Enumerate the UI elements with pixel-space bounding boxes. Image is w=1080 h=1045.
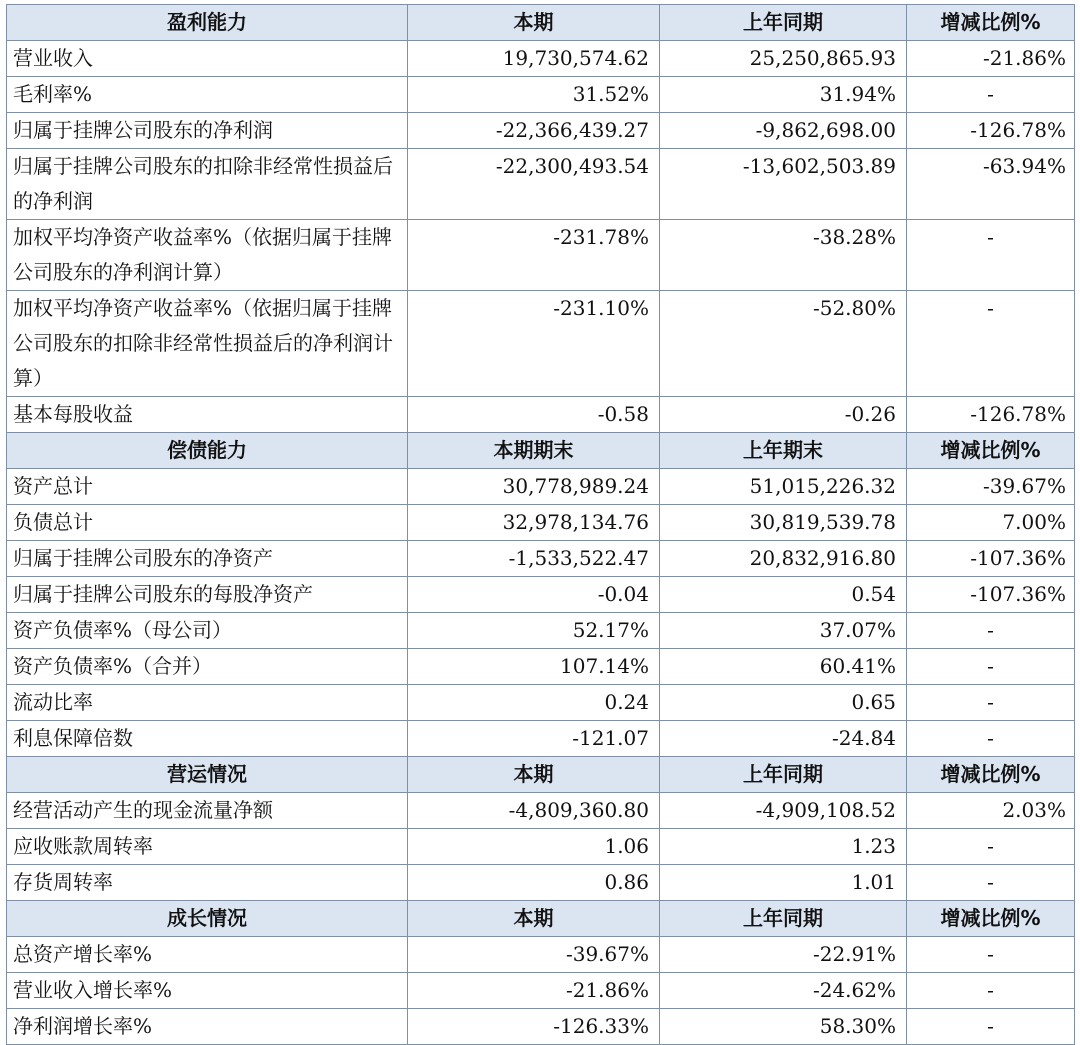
prior-period-value: -24.84: [660, 721, 907, 757]
prior-period-value: -9,862,698.00: [660, 113, 907, 149]
row-label: 负债总计: [7, 505, 408, 541]
table-body: [7, 5, 1075, 1045]
current-period-value: 52.17%: [408, 613, 660, 649]
prior-period-header: 上年期末: [660, 433, 907, 469]
row-label: 归属于挂牌公司股东的净利润: [7, 113, 408, 149]
table-row: [7, 291, 1075, 397]
row-label: 归属于挂牌公司股东的扣除非经常性损益后的净利润: [7, 149, 408, 220]
current-period-value: 19,730,574.62: [408, 41, 660, 77]
prior-period-value: 0.65: [660, 685, 907, 721]
current-period-value: -39.67%: [408, 937, 660, 973]
table-row: [7, 937, 1075, 973]
change-ratio-value: -: [907, 77, 1075, 113]
change-ratio-value: -107.36%: [907, 541, 1075, 577]
row-label: 归属于挂牌公司股东的净资产: [7, 541, 408, 577]
row-label: 应收账款周转率: [7, 829, 408, 865]
current-period-header: 本期: [408, 5, 660, 41]
change-ratio-value: 2.03%: [907, 793, 1075, 829]
change-ratio-header: 增减比例%: [907, 5, 1075, 41]
table-row: [7, 397, 1075, 433]
prior-period-value: -13,602,503.89: [660, 149, 907, 220]
prior-period-value: -0.26: [660, 397, 907, 433]
current-period-header: 本期期末: [408, 433, 660, 469]
prior-period-value: 25,250,865.93: [660, 41, 907, 77]
section-title: 偿债能力: [7, 433, 408, 469]
table-row: [7, 505, 1075, 541]
table-row: [7, 41, 1075, 77]
current-period-value: 107.14%: [408, 649, 660, 685]
change-ratio-value: -: [907, 220, 1075, 291]
table-row: [7, 1009, 1075, 1045]
prior-period-value: 37.07%: [660, 613, 907, 649]
table-row: [7, 113, 1075, 149]
prior-period-value: 1.23: [660, 829, 907, 865]
table-row: [7, 220, 1075, 291]
current-period-value: -0.58: [408, 397, 660, 433]
change-ratio-header: 增减比例%: [907, 901, 1075, 937]
current-period-value: -21.86%: [408, 973, 660, 1009]
row-label: 流动比率: [7, 685, 408, 721]
prior-period-value: 1.01: [660, 865, 907, 901]
table-row: [7, 865, 1075, 901]
current-period-value: 30,778,989.24: [408, 469, 660, 505]
prior-period-header: 上年同期: [660, 757, 907, 793]
prior-period-value: -24.62%: [660, 973, 907, 1009]
row-label: 资产负债率%（合并）: [7, 649, 408, 685]
current-period-value: -121.07: [408, 721, 660, 757]
current-period-header: 本期: [408, 757, 660, 793]
table-row: [7, 793, 1075, 829]
row-label: 资产总计: [7, 469, 408, 505]
prior-period-value: -4,909,108.52: [660, 793, 907, 829]
current-period-value: 31.52%: [408, 77, 660, 113]
prior-period-value: 31.94%: [660, 77, 907, 113]
change-ratio-value: -: [907, 613, 1075, 649]
current-period-value: -1,533,522.47: [408, 541, 660, 577]
prior-period-header: 上年同期: [660, 901, 907, 937]
change-ratio-value: -126.78%: [907, 113, 1075, 149]
row-label: 加权平均净资产收益率%（依据归属于挂牌公司股东的净利润计算）: [7, 220, 408, 291]
prior-period-value: 0.54: [660, 577, 907, 613]
prior-period-value: -38.28%: [660, 220, 907, 291]
row-label: 总资产增长率%: [7, 937, 408, 973]
prior-period-value: 60.41%: [660, 649, 907, 685]
current-period-value: -4,809,360.80: [408, 793, 660, 829]
row-label: 资产负债率%（母公司）: [7, 613, 408, 649]
table-row: [7, 973, 1075, 1009]
change-ratio-value: -: [907, 1009, 1075, 1045]
row-label: 基本每股收益: [7, 397, 408, 433]
current-period-value: -22,366,439.27: [408, 113, 660, 149]
change-ratio-header: 增减比例%: [907, 433, 1075, 469]
change-ratio-header: 增减比例%: [907, 757, 1075, 793]
current-period-value: 0.24: [408, 685, 660, 721]
row-label: 营业收入增长率%: [7, 973, 408, 1009]
section-header-row: [7, 433, 1075, 469]
change-ratio-value: -126.78%: [907, 397, 1075, 433]
change-ratio-value: -: [907, 865, 1075, 901]
section-header-row: [7, 901, 1075, 937]
change-ratio-value: -: [907, 829, 1075, 865]
table-row: [7, 149, 1075, 220]
current-period-value: -231.10%: [408, 291, 660, 397]
change-ratio-value: -107.36%: [907, 577, 1075, 613]
section-header-row: [7, 5, 1075, 41]
change-ratio-value: -: [907, 937, 1075, 973]
section-title: 成长情况: [7, 901, 408, 937]
change-ratio-value: -: [907, 291, 1075, 397]
prior-period-value: 20,832,916.80: [660, 541, 907, 577]
row-label: 营业收入: [7, 41, 408, 77]
row-label: 毛利率%: [7, 77, 408, 113]
current-period-value: 1.06: [408, 829, 660, 865]
section-title: 盈利能力: [7, 5, 408, 41]
table-row: [7, 577, 1075, 613]
section-header-row: [7, 757, 1075, 793]
current-period-value: -126.33%: [408, 1009, 660, 1045]
current-period-value: 0.86: [408, 865, 660, 901]
table-row: [7, 685, 1075, 721]
current-period-value: 32,978,134.76: [408, 505, 660, 541]
table-row: [7, 469, 1075, 505]
row-label: 加权平均净资产收益率%（依据归属于挂牌公司股东的扣除非经常性损益后的净利润计算）: [7, 291, 408, 397]
table-row: [7, 541, 1075, 577]
prior-period-value: 58.30%: [660, 1009, 907, 1045]
financial-indicators-table: [6, 4, 1075, 1045]
prior-period-value: 30,819,539.78: [660, 505, 907, 541]
table-row: [7, 613, 1075, 649]
prior-period-value: -22.91%: [660, 937, 907, 973]
row-label: 利息保障倍数: [7, 721, 408, 757]
table-row: [7, 77, 1075, 113]
table-row: [7, 649, 1075, 685]
section-title: 营运情况: [7, 757, 408, 793]
change-ratio-value: -21.86%: [907, 41, 1075, 77]
change-ratio-value: -: [907, 973, 1075, 1009]
change-ratio-value: -: [907, 685, 1075, 721]
row-label: 归属于挂牌公司股东的每股净资产: [7, 577, 408, 613]
prior-period-header: 上年同期: [660, 5, 907, 41]
current-period-header: 本期: [408, 901, 660, 937]
current-period-value: -231.78%: [408, 220, 660, 291]
change-ratio-value: -63.94%: [907, 149, 1075, 220]
row-label: 经营活动产生的现金流量净额: [7, 793, 408, 829]
change-ratio-value: -39.67%: [907, 469, 1075, 505]
current-period-value: -0.04: [408, 577, 660, 613]
change-ratio-value: 7.00%: [907, 505, 1075, 541]
table-row: [7, 829, 1075, 865]
table-row: [7, 721, 1075, 757]
prior-period-value: -52.80%: [660, 291, 907, 397]
row-label: 净利润增长率%: [7, 1009, 408, 1045]
prior-period-value: 51,015,226.32: [660, 469, 907, 505]
row-label: 存货周转率: [7, 865, 408, 901]
change-ratio-value: -: [907, 649, 1075, 685]
change-ratio-value: -: [907, 721, 1075, 757]
current-period-value: -22,300,493.54: [408, 149, 660, 220]
